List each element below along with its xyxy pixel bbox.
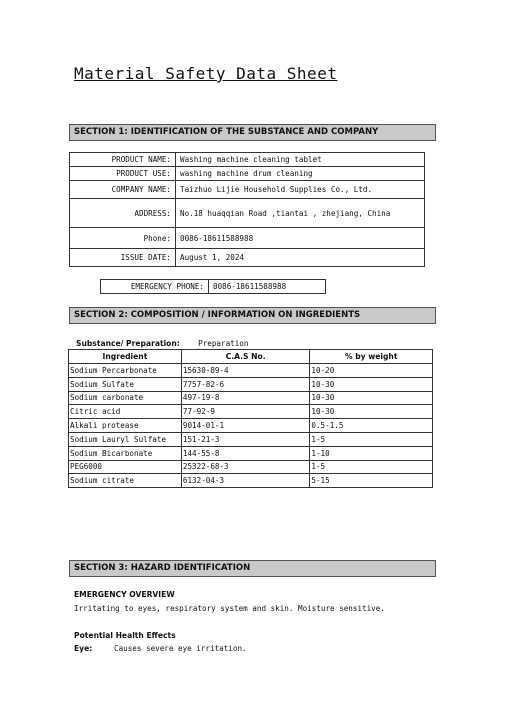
table-row [69, 460, 433, 474]
weight-cell: 1-10 [310, 446, 433, 460]
section-3-heading: SECTION 3: HAZARD IDENTIFICATION [69, 560, 436, 577]
product-use-value: washing machine drum cleaning [176, 167, 425, 181]
ingredient-cell: Sodium carbonate [69, 391, 182, 405]
weight-cell: 0.5-1.5 [310, 419, 433, 433]
ingredient-cell: Sodium Percarbonate [69, 364, 182, 378]
table-row [69, 474, 433, 488]
ingredient-cell: Sodium Bicarbonate [69, 446, 182, 460]
table-row [70, 249, 425, 267]
ingredient-cell: Sodium Sulfate [69, 377, 182, 391]
weight-cell: 10-30 [310, 405, 433, 419]
phone-label: Phone: [70, 228, 176, 249]
product-name-value: Washing machine cleaning tablet [176, 153, 425, 167]
emergency-overview-text: Irritating to eyes, respiratory system and skin. Moisture sensitive. [74, 604, 385, 613]
product-name-label: PRODUCT NAME: [70, 153, 176, 167]
emergency-overview-heading: EMERGENCY OVERVIEW [74, 590, 175, 599]
ingredient-cell: Sodium Lauryl Sulfate [69, 432, 182, 446]
weight-cell: 1-5 [310, 432, 433, 446]
phone-value: 0086-18611588988 [176, 228, 425, 249]
weight-cell: 10-30 [310, 377, 433, 391]
table-row [70, 167, 425, 181]
substance-value: Preparation [198, 339, 249, 348]
cas-cell: 15630-89-4 [181, 364, 310, 378]
table-row [69, 432, 433, 446]
cas-cell: 9014-01-1 [181, 419, 310, 433]
address-value: No.18 huaqqian Road ,tiantai , zhejiang, China [176, 199, 425, 228]
table-row [70, 153, 425, 167]
table-row [69, 377, 433, 391]
eye-effect-line [74, 644, 247, 653]
table-row [101, 280, 326, 294]
table-row [69, 419, 433, 433]
cas-cell: 6132-04-3 [181, 474, 310, 488]
health-effects-heading: Potential Health Effects [74, 631, 176, 640]
cas-cell: 151-21-3 [181, 432, 310, 446]
weight-cell: 1-5 [310, 460, 433, 474]
cas-cell: 25322-68-3 [181, 460, 310, 474]
address-label: ADDRESS: [70, 199, 176, 228]
eye-effect-text: Causes severe eye irritation. [114, 644, 247, 653]
table-row [70, 181, 425, 199]
identification-table [69, 152, 425, 267]
substance-line [76, 339, 248, 348]
issue-date-value: August 1, 2024 [176, 249, 425, 267]
ingredient-cell: PEG6000 [69, 460, 182, 474]
weight-cell: 10-30 [310, 391, 433, 405]
ingredient-cell: Alkali protease [69, 419, 182, 433]
emergency-phone-value: 0086-18611588988 [209, 280, 326, 294]
cas-cell: 497-19-8 [181, 391, 310, 405]
table-header-row [69, 350, 433, 364]
company-name-label: COMPANY NAME: [70, 181, 176, 199]
company-name-value: Taizhuo Lijie Household Supplies Co., Ltd. [176, 181, 425, 199]
emergency-phone-table [100, 279, 326, 294]
table-row [69, 405, 433, 419]
weight-cell: 10-20 [310, 364, 433, 378]
column-header-weight: % by weight [310, 350, 433, 364]
section-1-heading: SECTION 1: IDENTIFICATION OF THE SUBSTANCE AND COMPANY [69, 124, 436, 141]
document-title: Material Safety Data Sheet [74, 64, 338, 83]
ingredients-table [68, 349, 433, 488]
cas-cell: 144-55-8 [181, 446, 310, 460]
table-row [70, 228, 425, 249]
weight-cell: 5-15 [310, 474, 433, 488]
product-use-label: PRODUCT USE: [70, 167, 176, 181]
cas-cell: 77-92-9 [181, 405, 310, 419]
emergency-phone-label: EMERGENCY PHONE: [101, 280, 209, 294]
ingredient-cell: Sodium citrate [69, 474, 182, 488]
column-header-cas: C.A.S No. [181, 350, 310, 364]
table-row [69, 446, 433, 460]
table-row [69, 391, 433, 405]
table-row [69, 364, 433, 378]
issue-date-label: ISSUE DATE: [70, 249, 176, 267]
ingredient-cell: Citric acid [69, 405, 182, 419]
eye-label: Eye: [74, 644, 93, 653]
section-2-heading: SECTION 2: COMPOSITION / INFORMATION ON INGREDIENTS [69, 307, 436, 324]
column-header-ingredient: Ingredient [69, 350, 182, 364]
substance-label: Substance/ Preparation: [76, 339, 180, 348]
table-row [70, 199, 425, 228]
cas-cell: 7757-82-6 [181, 377, 310, 391]
